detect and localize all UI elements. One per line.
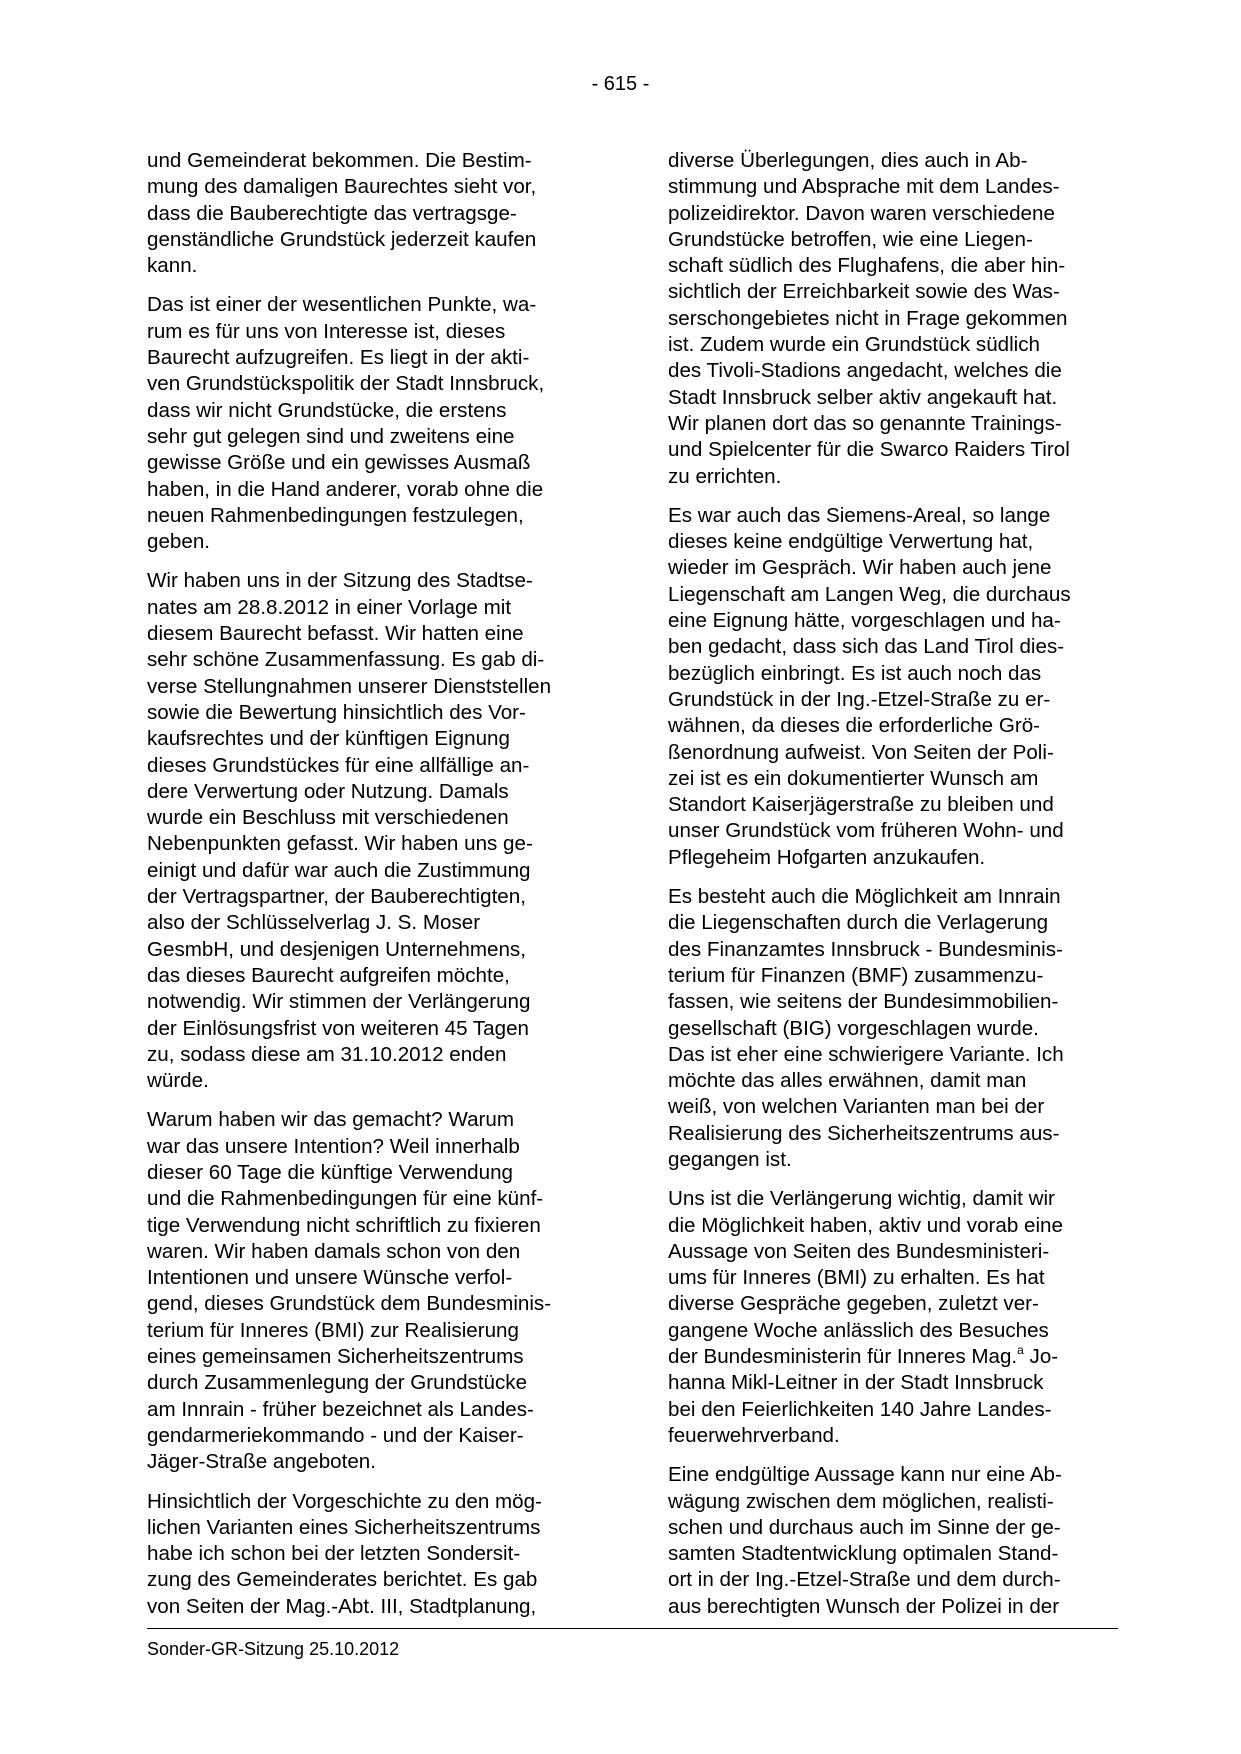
text-line: ben gedacht, dass sich das Land Tirol dies- <box>668 635 1065 659</box>
text-line: gegangen ist. <box>668 1147 792 1171</box>
text-line: gendarmeriekommando - und der Kaiser- <box>147 1423 524 1447</box>
text-line: das dieses Baurecht aufgreifen möchte, <box>147 963 510 987</box>
text-line: wurde ein Beschluss mit verschiedenen <box>147 806 509 830</box>
text-line: habe ich schon bei der letzten Sondersit- <box>147 1542 521 1566</box>
text-line: ven Grundstückspolitik der Stadt Innsbruck, <box>147 372 545 396</box>
paragraph <box>147 1489 599 1620</box>
text-line: der Vertragspartner, der Bauberechtigten, <box>147 885 526 909</box>
text-line: gangene Woche anlässlich des Besuches <box>668 1318 1049 1342</box>
left-text-column <box>147 148 599 1633</box>
text-line: Wir planen dort das so genannte Trainings- <box>668 411 1062 435</box>
text-line: und Gemeinderat bekommen. Die Bestim- <box>147 149 532 172</box>
text-line: dieses keine endgültige Verwertung hat, <box>668 530 1034 554</box>
text-line: mung des damaligen Baurechtes sieht vor, <box>147 175 537 199</box>
text-line: gesellschaft (BIG) vorgeschlagen wurde. <box>668 1016 1039 1040</box>
text-line: tige Verwendung nicht schriftlich zu fixieren <box>147 1213 541 1237</box>
text-line: feuerwehrverband. <box>668 1423 840 1447</box>
text-line: diverse Gespräche gegeben, zuletzt ver- <box>668 1292 1039 1316</box>
text-line: wieder im Gespräch. Wir haben auch jene <box>668 556 1052 580</box>
text-line: dass wir nicht Grundstücke, die erstens <box>147 398 507 422</box>
text-line: polizeidirektor. Davon waren verschiedene <box>668 201 1055 225</box>
text-line: weiß, von welchen Varianten man bei der <box>668 1095 1045 1119</box>
text-segment: der Bundesministerin für Inneres Mag. <box>668 1345 1018 1369</box>
text-line: eine Eignung hätte, vorgeschlagen und ha- <box>668 609 1061 633</box>
text-line: kaufsrechtes und der künftigen Eignung <box>147 727 510 751</box>
page-number: - 615 - <box>591 73 650 95</box>
paragraph <box>668 884 1120 1173</box>
text-line: zu, sodass diese am 31.10.2012 enden <box>147 1042 507 1066</box>
text-line: zu errichten. <box>668 464 782 488</box>
text-line: sehr schöne Zusammenfassung. Es gab di- <box>147 648 545 672</box>
paragraph <box>147 568 599 1094</box>
superscript-mark: a <box>1017 1343 1024 1358</box>
text-line: samten Stadtentwicklung optimalen Stand- <box>668 1542 1059 1566</box>
text-line: des Finanzamtes Innsbruck - Bundesminis- <box>668 937 1063 961</box>
paragraph <box>668 503 1120 871</box>
text-line: dieses Grundstückes für eine allfällige an- <box>147 753 530 777</box>
text-line: Das ist einer der wesentlichen Punkte, wa- <box>147 293 537 317</box>
text-line: und die Rahmenbedingungen für eine künf- <box>147 1187 544 1211</box>
text-line: ort in der Ing.-Etzel-Straße und dem durch- <box>668 1568 1061 1592</box>
text-line: schen und durchaus auch im Sinne der ge- <box>668 1515 1061 1539</box>
paragraph <box>668 1186 1120 1449</box>
text-line: schaft südlich des Flughafens, die aber hin- <box>668 254 1066 278</box>
text-line: Liegenschaft am Langen Weg, die durchaus <box>668 582 1071 606</box>
text-line: nates am 28.8.2012 in einer Vorlage mit <box>147 595 512 619</box>
text-line: Jäger-Straße angeboten. <box>147 1450 376 1474</box>
text-line: genständliche Grundstück jederzeit kaufen <box>147 227 537 251</box>
text-line: gend, dieses Grundstück dem Bundesminis- <box>147 1292 552 1316</box>
text-line: Stadt Innsbruck selber aktiv angekauft hat. <box>668 385 1058 409</box>
paragraph <box>147 1107 599 1475</box>
text-line: haben, in die Hand anderer, vorab ohne die <box>147 477 544 501</box>
text-line: terium für Finanzen (BMF) zusammenzu- <box>668 963 1044 987</box>
text-line: durch Zusammenlegung der Grundstücke <box>147 1371 528 1395</box>
text-line: also der Schlüsselverlag J. S. Moser <box>147 911 481 935</box>
text-line: dere Verwertung oder Nutzung. Damals <box>147 779 509 803</box>
text-line: einigt und dafür war auch die Zustimmung <box>147 858 531 882</box>
paragraph <box>668 1462 1120 1620</box>
text-line: Warum haben wir das gemacht? Warum <box>147 1108 515 1132</box>
text-line: hanna Mikl-Leitner in der Stadt Innsbruck <box>668 1371 1044 1395</box>
text-line: zung des Gemeinderates berichtet. Es gab <box>147 1568 538 1592</box>
text-line: Eine endgültige Aussage kann nur eine Ab- <box>668 1463 1062 1487</box>
text-line: verse Stellungnahmen unserer Dienststellen <box>147 674 552 698</box>
text-line: terium für Inneres (BMI) zur Realisierung <box>147 1318 519 1342</box>
text-line: Uns ist die Verlängerung wichtig, damit wir <box>668 1187 1055 1211</box>
text-line: notwendig. Wir stimmen der Verlängerung <box>147 990 531 1014</box>
text-line: wähnen, da dieses die erforderliche Grö- <box>668 714 1041 738</box>
text-line: des Tivoli-Stadions angedacht, welches die <box>668 359 1062 383</box>
text-line: ßenordnung aufweist. Von Seiten der Poli- <box>668 740 1054 764</box>
text-line: bezüglich einbringt. Es ist auch noch das <box>668 661 1042 685</box>
paragraph <box>147 292 599 555</box>
text-segment: Jo- <box>1023 1345 1059 1369</box>
text-line: der Einlösungsfrist von weiteren 45 Tagen <box>147 1016 529 1040</box>
text-line: sowie die Bewertung hinsichtlich des Vor- <box>147 700 526 724</box>
text-line: Pflegeheim Hofgarten anzukaufen. <box>668 845 986 869</box>
text-line: Es besteht auch die Möglichkeit am Innrain <box>668 885 1061 909</box>
text-line: und Spielcenter für die Swarco Raiders Tirol <box>668 438 1070 462</box>
text-line: fassen, wie seitens der Bundesimmobilien- <box>668 990 1059 1014</box>
text-line: die Möglichkeit haben, aktiv und vorab eine <box>668 1213 1063 1237</box>
text-line: zei ist es ein dokumentierter Wunsch am <box>668 766 1039 790</box>
text-line: ums für Inneres (BMI) zu erhalten. Es hat <box>668 1266 1045 1290</box>
text-line: von Seiten der Mag.-Abt. III, Stadtplanung, <box>147 1594 537 1618</box>
text-line: Realisierung des Sicherheitszentrums aus- <box>668 1121 1060 1145</box>
text-line: Hinsichtlich der Vorgeschichte zu den mög- <box>147 1489 542 1513</box>
right-text-column <box>668 148 1120 1633</box>
text-line: wägung zwischen dem möglichen, realisti- <box>668 1489 1054 1513</box>
text-line: kann. <box>147 254 198 278</box>
text-line: GesmbH, und desjenigen Unternehmens, <box>147 937 526 961</box>
text-line: rum es für uns von Interesse ist, dieses <box>147 319 506 343</box>
text-line: gewisse Größe und ein gewisses Ausmaß <box>147 451 531 475</box>
text-line: am Innrain - früher bezeichnet als Landes- <box>147 1397 534 1421</box>
text-line: lichen Varianten eines Sicherheitszentrums <box>147 1515 541 1539</box>
text-line: diverse Überlegungen, dies auch in Ab- <box>668 149 1028 172</box>
text-line: eines gemeinsamen Sicherheitszentrums <box>147 1345 524 1369</box>
text-line: stimmung und Absprache mit dem Landes- <box>668 175 1060 199</box>
text-line: Intentionen und unsere Wünsche verfol- <box>147 1266 513 1290</box>
paragraph <box>668 148 1120 490</box>
footer-session-label: Sonder-GR-Sitzung 25.10.2012 <box>147 1639 400 1659</box>
text-line: Grundstücke betroffen, wie eine Liegen- <box>668 227 1033 251</box>
text-line: ist. Zudem wurde ein Grundstück südlich <box>668 333 1040 357</box>
text-line: neuen Rahmenbedingungen festzulegen, <box>147 503 524 527</box>
text-line: sichtlich der Erreichbarkeit sowie des Was- <box>668 280 1060 304</box>
text-line: aus berechtigten Wunsch der Polizei in der <box>668 1594 1060 1618</box>
text-line: Baurecht aufzugreifen. Es liegt in der akti- <box>147 346 530 370</box>
text-line: Wir haben uns in der Sitzung des Stadtse- <box>147 569 533 593</box>
text-line: dieser 60 Tage die künftige Verwendung <box>147 1160 514 1184</box>
text-line: war das unsere Intention? Weil innerhalb <box>147 1134 520 1158</box>
text-line: Das ist eher eine schwierigere Variante. Ich <box>668 1042 1064 1066</box>
text-line: bei den Feierlichkeiten 140 Jahre Landes- <box>668 1397 1052 1421</box>
text-line: möchte das alles erwähnen, damit man <box>668 1069 1027 1093</box>
text-line: Es war auch das Siemens-Areal, so lange <box>668 503 1051 527</box>
text-line: waren. Wir haben damals schon von den <box>147 1239 521 1263</box>
text-line: unser Grundstück vom früheren Wohn- und <box>668 819 1064 843</box>
text-line: die Liegenschaften durch die Verlagerung <box>668 911 1049 935</box>
text-line: diesem Baurecht befasst. Wir hatten eine <box>147 622 524 646</box>
paragraph <box>147 148 599 279</box>
text-line: Aussage von Seiten des Bundesministeri- <box>668 1239 1050 1263</box>
text-line: serschongebietes nicht in Frage gekommen <box>668 306 1068 330</box>
text-line: Standort Kaiserjägerstraße zu bleiben und <box>668 793 1054 817</box>
text-line: Nebenpunkten gefasst. Wir haben uns ge- <box>147 832 533 856</box>
text-line: geben. <box>147 530 210 554</box>
text-line: sehr gut gelegen sind und zweitens eine <box>147 424 515 448</box>
text-line: würde. <box>147 1069 209 1093</box>
footer-divider <box>147 1628 1118 1629</box>
text-line <box>668 1344 1120 1370</box>
text-line: dass die Bauberechtigte das vertragsge- <box>147 201 517 225</box>
text-line: Grundstück in der Ing.-Etzel-Straße zu er- <box>668 687 1051 711</box>
